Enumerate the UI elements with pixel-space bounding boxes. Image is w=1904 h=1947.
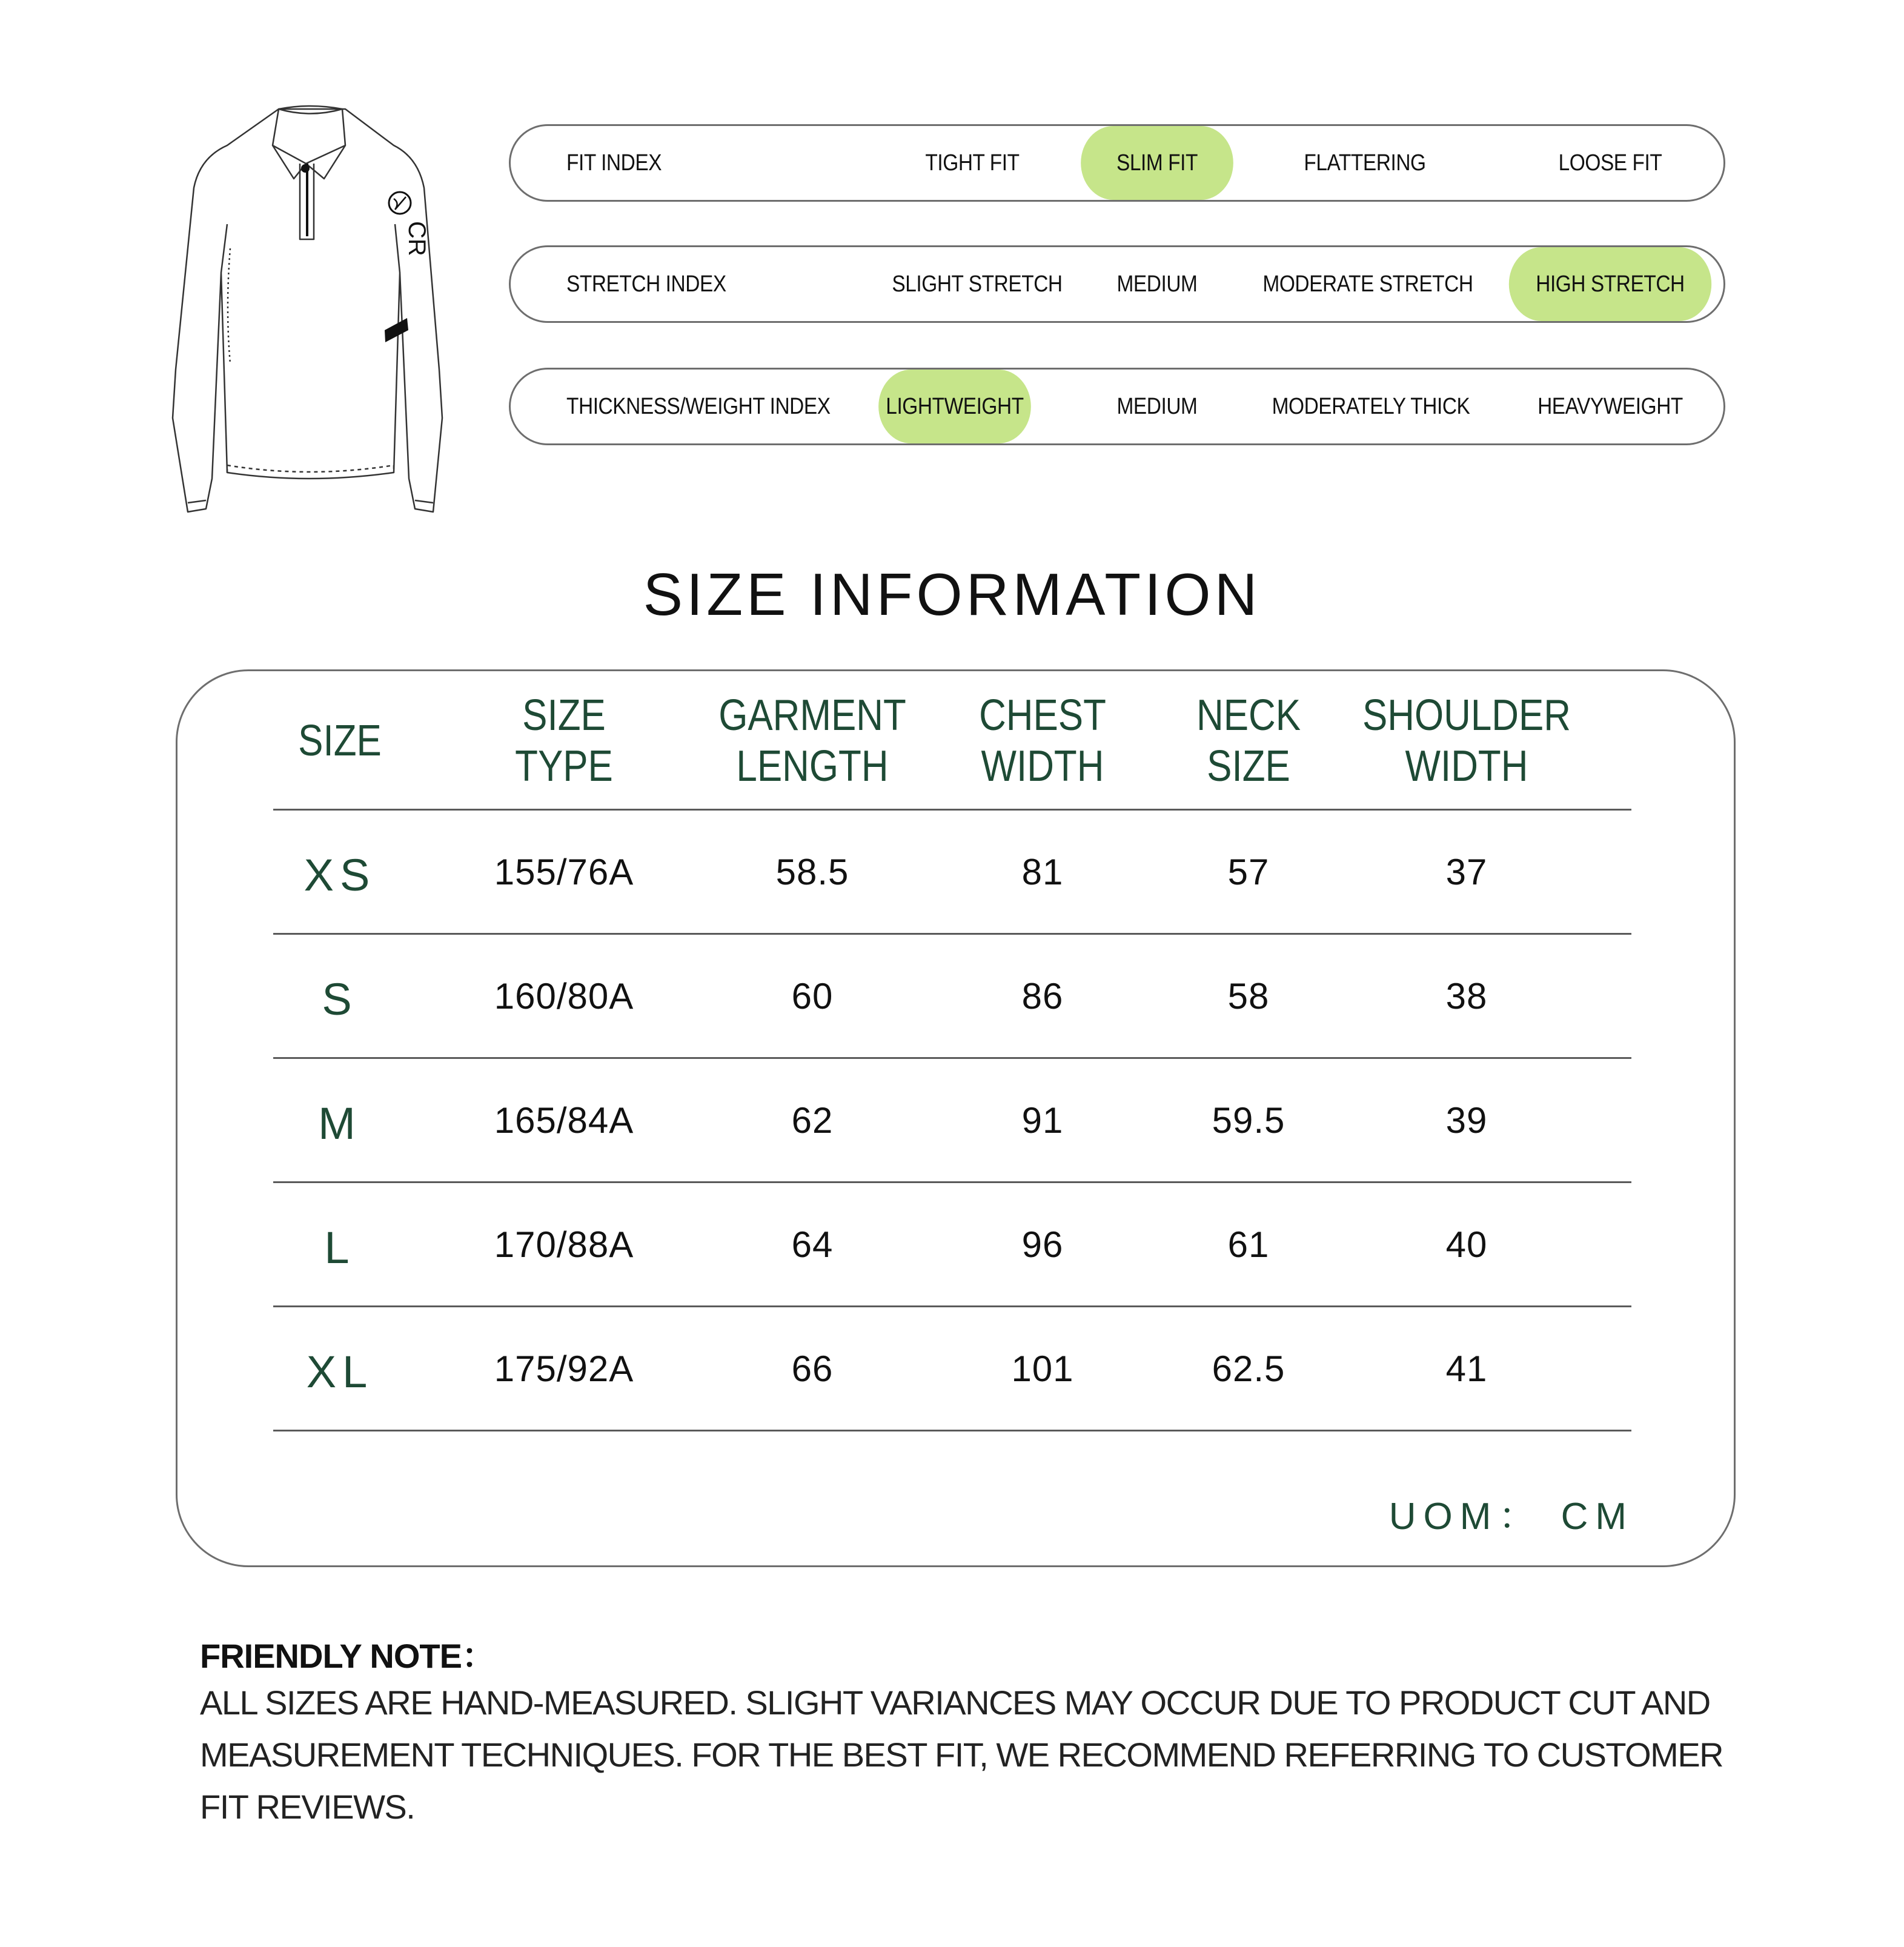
table-row (273, 1059, 1631, 1183)
fit-option-tight[interactable]: TIGHT FIT (925, 150, 1020, 176)
cell-neck-size: 61 (1227, 1224, 1270, 1265)
thickness-option-moderately-thick[interactable]: MODERATELY THICK (1272, 393, 1470, 419)
table-header (273, 671, 1631, 811)
thickness-option-lightweight-selected[interactable]: LIGHTWEIGHT (878, 370, 1031, 443)
index-label: FIT INDEX (566, 150, 662, 176)
unit-of-measure: UOM： CM (1388, 1496, 1634, 1537)
cell-chest-width: 86 (1021, 975, 1064, 1017)
cell-size: XS (304, 849, 376, 900)
thickness-index-pill (509, 368, 1725, 445)
stretch-option-slight[interactable]: SLIGHT STRETCH (892, 271, 1063, 297)
page-title: SIZE INFORMATION (643, 561, 1261, 628)
cell-shoulder-width: 38 (1445, 975, 1488, 1017)
stretch-option-medium[interactable]: MEDIUM (1116, 271, 1198, 297)
cell-shoulder-width: 41 (1445, 1348, 1488, 1389)
table-row (273, 935, 1631, 1059)
cell-shoulder-width: 40 (1445, 1224, 1488, 1265)
cell-neck-size: 58 (1227, 975, 1270, 1017)
table-row (273, 1183, 1631, 1307)
cell-shoulder-width: 39 (1445, 1100, 1488, 1141)
note-title: FRIENDLY NOTE： (200, 1637, 495, 1675)
cell-chest-width: 81 (1021, 851, 1064, 892)
table-row (273, 1307, 1631, 1431)
cell-neck-size: 57 (1227, 851, 1270, 892)
header-chest-width: CHEST WIDTH (979, 691, 1106, 791)
header-size: SIZE (298, 717, 382, 765)
garment-logo-text: CR (403, 221, 430, 256)
stretch-option-moderate[interactable]: MODERATE STRETCH (1262, 271, 1473, 297)
cell-shoulder-width: 37 (1445, 851, 1488, 892)
header-size-type: SIZE TYPE (515, 691, 613, 791)
header-neck-size: NECK SIZE (1196, 691, 1301, 791)
cell-neck-size: 62.5 (1212, 1348, 1285, 1389)
cell-size-type: 175/92A (494, 1348, 634, 1389)
fit-option-slim-selected[interactable]: SLIM FIT (1081, 126, 1233, 200)
cell-chest-width: 101 (1011, 1348, 1074, 1389)
cell-size-type: 165/84A (494, 1100, 634, 1141)
cell-size: XL (306, 1346, 374, 1397)
size-table (273, 671, 1631, 1431)
cell-garment-length: 62 (791, 1100, 834, 1141)
cell-size-type: 155/76A (494, 851, 634, 892)
note-body: ALL SIZES ARE HAND-MEASURED. SLIGHT VARIANCES MAY OCCUR DUE TO PRODUCT CUT AND MEASUREMENT TECHNIQUES. FOR THE BEST FIT, WE RECOMMEND REFERRING TO CUSTOMER FIT REVIEWS. (200, 1683, 1723, 1826)
thickness-option-heavyweight[interactable]: HEAVYWEIGHT (1537, 393, 1683, 419)
cell-size-type: 160/80A (494, 975, 634, 1017)
size-table-card (176, 669, 1736, 1567)
cell-garment-length: 58.5 (775, 851, 849, 892)
index-label: THICKNESS/WEIGHT INDEX (566, 393, 831, 419)
header-garment-length: GARMENT LENGTH (718, 691, 906, 791)
stretch-option-high-selected[interactable]: HIGH STRETCH (1509, 247, 1711, 321)
garment-illustration (170, 91, 454, 515)
fit-option-loose[interactable]: LOOSE FIT (1558, 150, 1662, 176)
thickness-option-medium[interactable]: MEDIUM (1116, 393, 1198, 419)
cell-chest-width: 91 (1021, 1100, 1064, 1141)
stretch-index-pill (509, 245, 1725, 323)
table-row (273, 811, 1631, 935)
index-label: STRETCH INDEX (566, 271, 726, 297)
cell-size: L (324, 1222, 356, 1273)
cell-neck-size: 59.5 (1212, 1100, 1285, 1141)
cell-size-type: 170/88A (494, 1224, 634, 1265)
cell-size: M (318, 1098, 362, 1149)
cell-chest-width: 96 (1021, 1224, 1064, 1265)
fit-index-pill (509, 124, 1725, 202)
cell-size: S (322, 973, 358, 1024)
cell-garment-length: 64 (791, 1224, 834, 1265)
cell-garment-length: 66 (791, 1348, 834, 1389)
long-sleeve-polo-icon (170, 91, 454, 515)
fit-option-flattering[interactable]: FLATTERING (1304, 150, 1426, 176)
header-shoulder-width: SHOULDER WIDTH (1362, 691, 1571, 791)
cell-garment-length: 60 (791, 975, 834, 1017)
